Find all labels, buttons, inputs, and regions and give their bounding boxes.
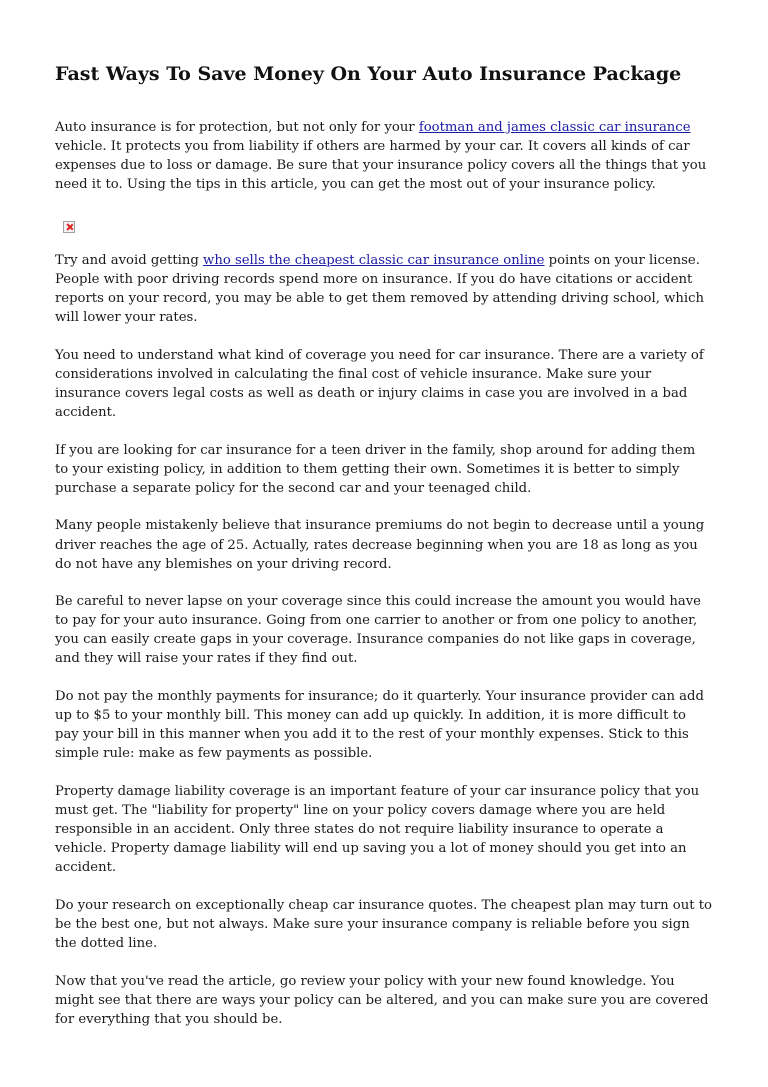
paragraph-age: Many people mistakenly believe that insurance premiums do not begin to decrease until a young driver reaches the age of 25. Actually, rates decrease beginning when you are 18 as long as you do not have any blemishes on your driving record. (55, 518, 705, 572)
intro-paragraph (55, 118, 712, 194)
paragraph-conclusion: Now that you've read the article, go review your policy with your new found knowledge. You might see that there are ways your policy can be altered, and you can make sure you are covered for everything that you should be. (55, 973, 709, 1027)
second-text-before: Try and avoid getting (55, 252, 204, 268)
image-placeholder (55, 213, 712, 233)
second-text-after: points on your license. People with poor driving records spend more on insurance. If you do have citations or accident reports on your record, you may be able to get them removed by attending driving school, which will lower your rates. (55, 252, 704, 326)
intro-text-before: Auto insurance is for protection, but not only for your (55, 120, 419, 135)
paragraph-teen-driver: If you are looking for car insurance for a teen driver in the family, shop around for adding them to your existing policy, in addition to them getting their own. Sometimes it is better to simply purchase a separate policy for the second car and your teenaged child. (55, 442, 696, 496)
driving-record-paragraph (55, 251, 712, 327)
paragraph-coverage: You need to understand what kind of coverage you need for car insurance. There are a variety of considerations involved in calculating the final cost of vehicle insurance. Make sure your insurance covers legal costs as well as death or injury claims in case you are involved in a bad accident. (55, 347, 704, 421)
broken-image-icon (63, 221, 75, 233)
classic-car-insurance-link[interactable]: footman and james classic car insurance (418, 120, 691, 135)
page-title: Fast Ways To Save Money On Your Auto Insurance Package (55, 63, 682, 85)
cheapest-insurance-link[interactable]: who sells the cheapest classic car insurance online (203, 252, 545, 268)
paragraph-lapse: Be careful to never lapse on your coverage since this could increase the amount you would have to pay for your auto insurance. Going from one carrier to another or from one policy to another, you can easily create gaps in your coverage. Insurance companies do not like gaps in coverage, and they will raise your rates if they find out. (55, 594, 701, 667)
paragraph-payments: Do not pay the monthly payments for insurance; do it quarterly. Your insurance provider can add up to $5 to your monthly bill. This money can add up quickly. In addition, it is more difficult to pay your bill in this manner when you add it to the rest of your monthly expenses. Stick to this simple rule: make as few payments as possible. (55, 689, 704, 762)
paragraph-research: Do your research on exceptionally cheap car insurance quotes. The cheapest plan may turn out to be the best one, but not always. Make sure your insurance company is reliable before you sign the dotted line. (55, 897, 712, 952)
paragraph-property-damage: Property damage liability coverage is an important feature of your car insurance policy that you must get. The "liability for property" line on your policy covers damage where you are held responsible in an accident. Only three states do not require liability insurance to operate a vehicle. Property damage liability will end up saving you a lot of money should you get into an accident. (55, 783, 700, 876)
intro-text-after: vehicle. It protects you from liability if others are harmed by your car. It covers all kinds of car expenses due to loss or damage. Be sure that your insurance policy covers all the things that you need it to. Using the tips in this article, you can get the most out of your insurance policy. (55, 139, 707, 193)
